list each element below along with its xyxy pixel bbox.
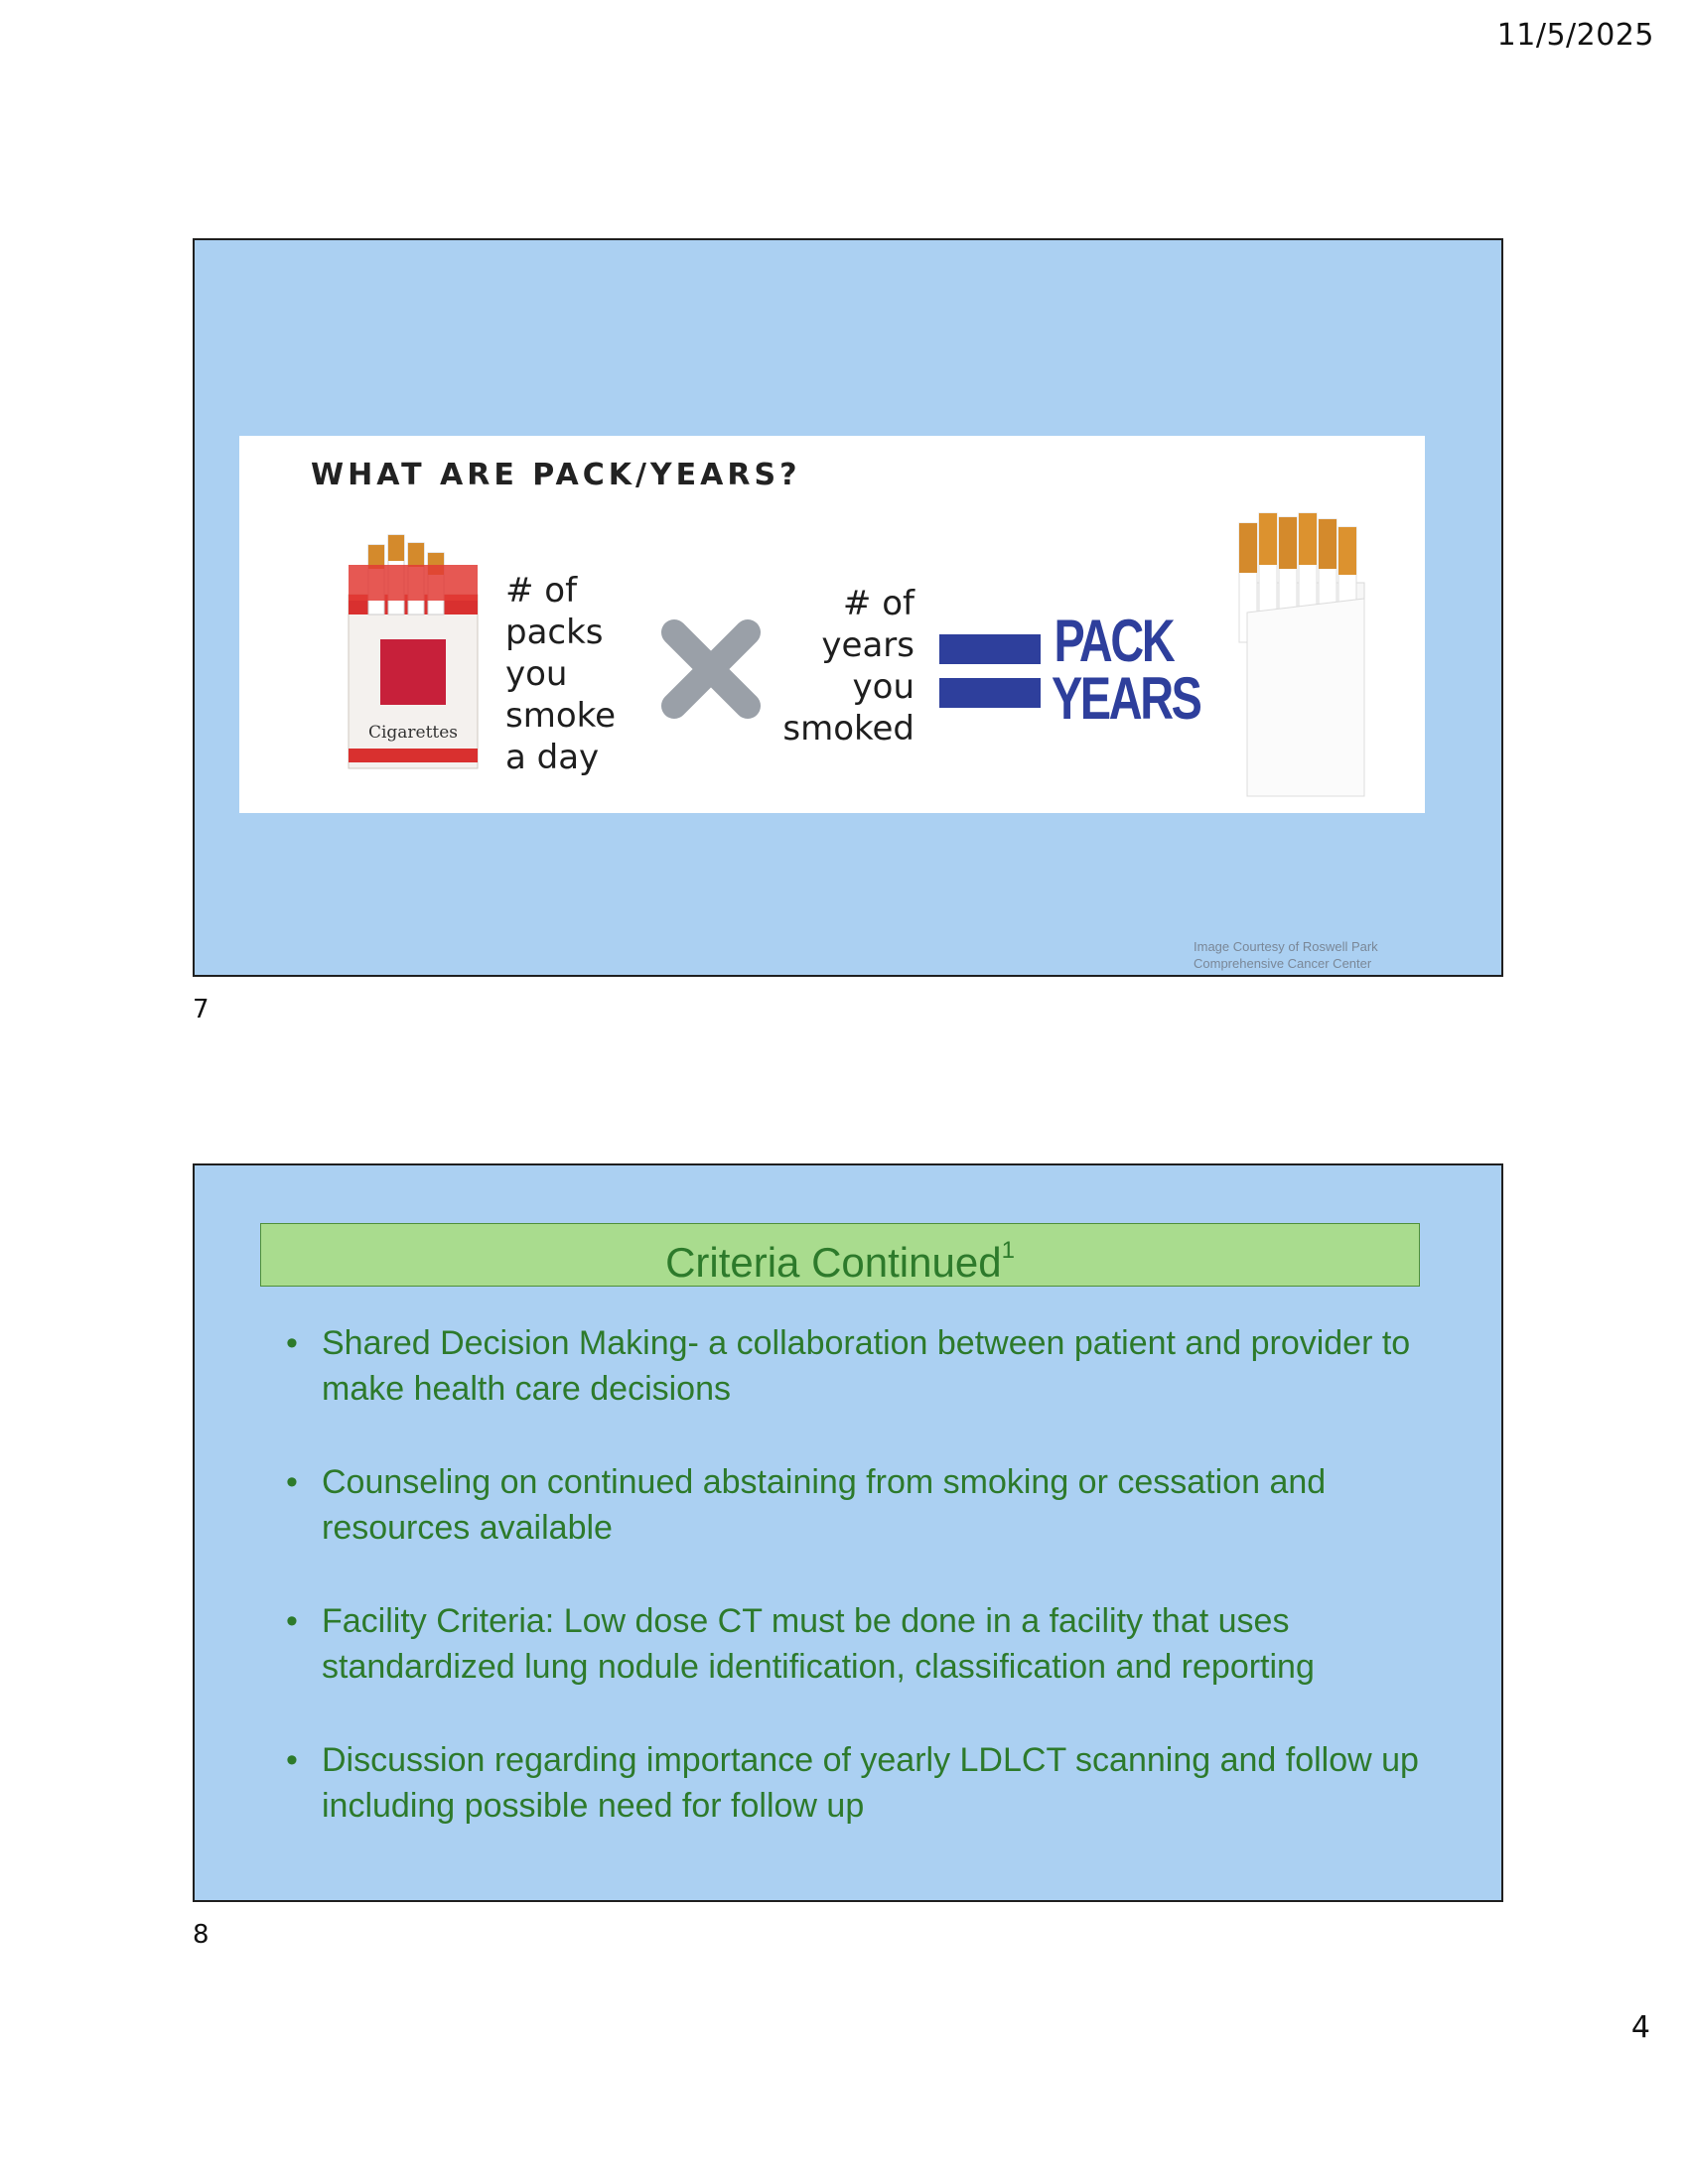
page-number: 4 [1630,2010,1650,2045]
image-credit: Image Courtesy of Roswell Park Comprehensive Cancer Center [1194,939,1378,971]
svg-text:Cigarettes: Cigarettes [367,723,459,743]
equals-icon [939,632,1041,712]
pack-years-result: PACK YEARS [1052,608,1200,732]
page-date: 11/5/2025 [1496,18,1654,53]
infographic-heading: WHAT ARE PACK/YEARS? [311,458,801,492]
slide-title-text: Criteria Continued [665,1239,1002,1286]
slide-number: 8 [193,1920,210,1950]
slide-criteria-continued [193,1163,1503,1902]
pack-years-infographic [239,436,1425,813]
criteria-bullet-list [286,1320,1458,1876]
citation-superscript: 1 [1001,1237,1015,1264]
cigarette-pack-icon [329,525,497,773]
packs-per-day-text: # of packs you smoke a day [505,571,617,777]
list-item: • Shared Decision Making- a collaboration between patient and provider to make health care decisions [286,1320,1458,1412]
list-item: • Facility Criteria: Low dose CT must be done in a facility that uses standardized lung nodule identification, classification and reporting [286,1598,1458,1690]
slide-pack-years [193,238,1503,977]
years-smoked-text: # of years you smoked [782,584,914,749]
open-cigarette-pack-icon [1217,503,1376,801]
slide-number: 7 [193,995,210,1024]
slide-title [260,1223,1420,1287]
list-item: • Counseling on continued abstaining from smoking or cessation and resources available [286,1459,1458,1551]
list-item: • Discussion regarding importance of yearly LDLCT scanning and follow up including possible need for follow up [286,1737,1458,1829]
